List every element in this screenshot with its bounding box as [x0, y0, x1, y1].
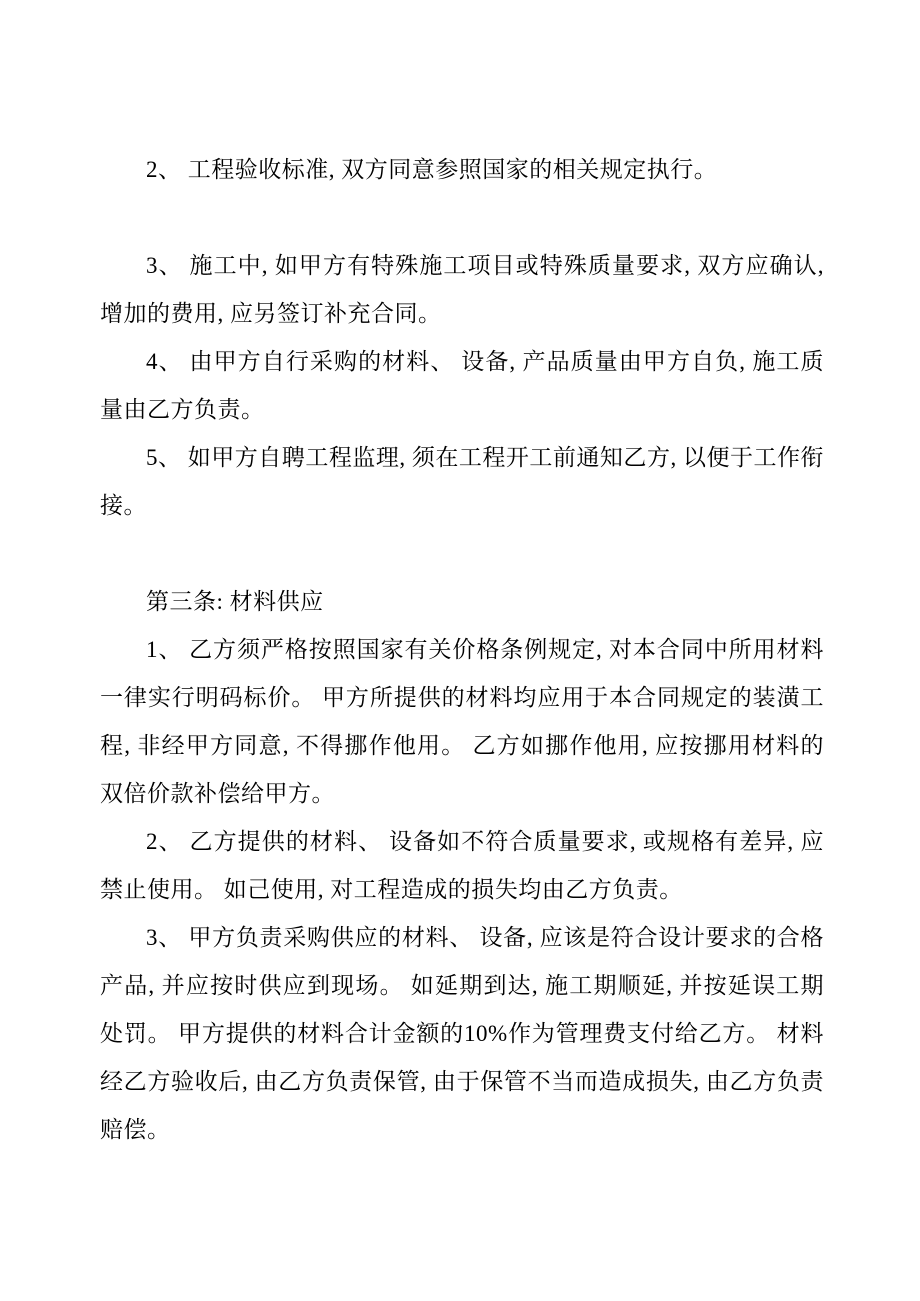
blank-line — [100, 530, 824, 578]
clause-supervision-notice: 5、 如甲方自聘工程监理, 须在工程开工前通知乙方, 以便于工作衔接。 — [100, 445, 824, 518]
clause-owner-supply-obligation: 3、 甲方负责采购供应的材料、 设备, 应该是符合设计要求的合格产品, 并应按时供应到现场。 如延期到达, 施工期顺延, 并按延误工期处罚。 甲方提供的材料合计金额的10%作为管理费支付给乙方。 材料经乙方验收后, 由乙方负责保管, 由于保管不当而造成损失, 由乙方负责赔偿。 — [100, 925, 824, 1142]
clause-material-pricing: 1、 乙方须严格按照国家有关价格条例规定, 对本合同中所用材料一律实行明码标价。 甲方所提供的材料均应用于本合同规定的装潢工程, 非经甲方同意, 不得挪作他用。 乙方如挪作他用, 应按挪用材料的双倍价款补偿给甲方。 — [100, 637, 824, 806]
section-heading-materials-supply: 第三条: 材料供应 — [146, 589, 324, 614]
clause-owner-purchased-materials: 4、 由甲方自行采购的材料、 设备, 产品质量由甲方自负, 施工质量由乙方负责。 — [100, 349, 824, 422]
blank-line — [100, 194, 824, 242]
clause-acceptance-standard: 2、 工程验收标准, 双方同意参照国家的相关规定执行。 — [146, 157, 718, 182]
clause-special-requirements: 3、 施工中, 如甲方有特殊施工项目或特殊质量要求, 双方应确认, 增加的费用, 应另签订补充合同。 — [100, 253, 824, 326]
clause-material-quality: 2、 乙方提供的材料、 设备如不符合质量要求, 或规格有差异, 应禁止使用。 如己使用, 对工程造成的损失均由乙方负责。 — [100, 829, 824, 902]
